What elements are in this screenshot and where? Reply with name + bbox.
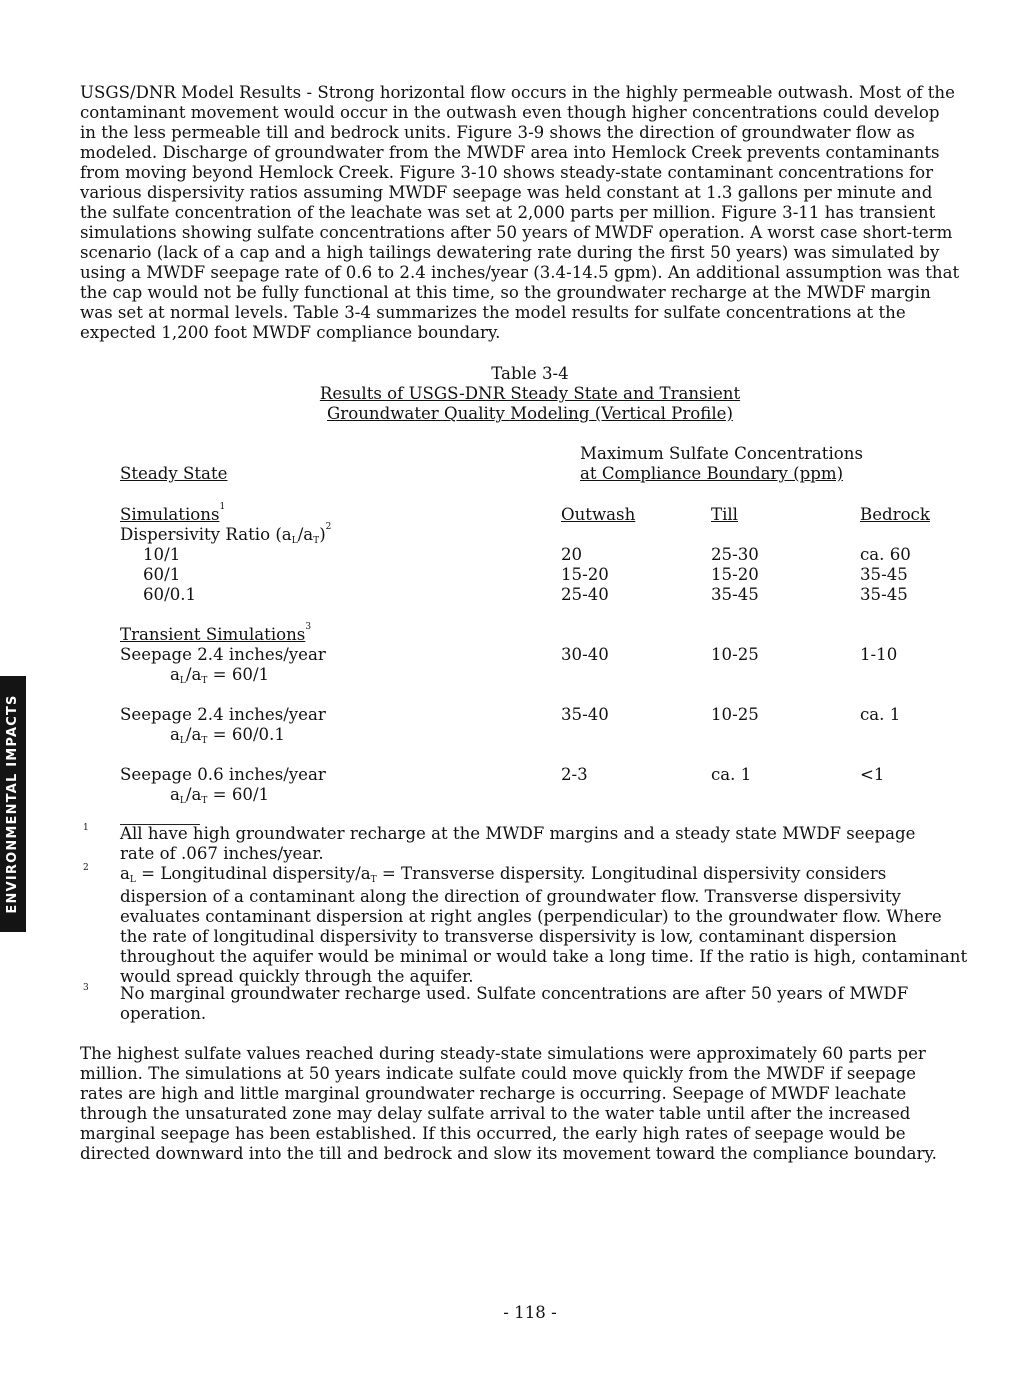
table-number: Table 3-4 [491, 364, 569, 383]
footnote-3: No marginal groundwater recharge used. Sulfate concentrations are after 50 years of MWDF operation. [120, 984, 909, 1023]
cell-outwash: 20 [561, 545, 583, 564]
cell-bedrock: 1-10 [860, 645, 898, 664]
cell-till: ca. 1 [711, 765, 752, 784]
max-header-line1: Maximum Sulfate Concentrations [580, 444, 863, 463]
max-header-line2: at Compliance Boundary (ppm) [580, 464, 844, 483]
intro-paragraph: USGS/DNR Model Results - Strong horizontal flow occurs in the highly permeable outwash. Most of the contaminant movement would occur in the outwash even though higher concentrations could develop in the less permeable till and bedrock units. Figure 3-9 shows the direction of groundwater flow as modeled. Discharge of groundwater from the MWDF area into Hemlock Creek prevents contaminants from moving beyond Hemlock Creek. Figure 3-10 shows steady-state contaminant concentrations for various dispersivity ratios assuming MWDF seepage was held constant at 1.3 gallons per minute and the sulfate concentration of the leachate was set at 2,000 parts per million. Figure 3-11 has transient simulations showing sulfate concentrations after 50 years of MWDF operation. A worst case short-term scenario (lack of a cap and a high tailings dewatering rate during the first 50 years) was simulated by using a MWDF seepage rate of 0.6 to 2.4 inches/year (3.4-14.5 gpm). An additional assumption was that the cap would not be fully functional at this time, so the groundwater recharge at the MWDF margin was set at normal levels. Table 3-4 summarizes the model results for sulfate concentrations at the expected 1,200 foot MWDF compliance boundary. [80, 83, 960, 342]
section-side-tab [0, 676, 26, 932]
column-header-till: Till [711, 505, 738, 524]
steady-row-label: 60/0.1 [143, 585, 197, 604]
transient-simulations-header: Transient Simulations$^3$ [120, 622, 312, 644]
transient-row-ratio: aL/aT = 60/1 [170, 665, 270, 686]
steady-state-label: Steady State [120, 464, 228, 483]
cell-bedrock: 35-45 [860, 585, 908, 604]
footnote-2: aL = Longitudinal dispersity/aT = Transverse dispersity. Longitudinal dispersivity considers dispersion of a contaminant along the direction of groundwater flow. Transverse dispersivity evaluates contaminant dispersion at right angles (perpendicular) to the groundwater flow. Where the rate of longitudinal dispersivity to transverse dispersivity is low, contaminant dispersion throughout the aquifer would be minimal or would take a long time. If the ratio is high, contaminant would spread quickly through the aquifer. [120, 864, 968, 986]
cell-outwash: 30-40 [561, 645, 609, 664]
cell-outwash: 25-40 [561, 585, 609, 604]
footnote-2-number: 2 [83, 863, 89, 873]
cell-bedrock: <1 [860, 765, 885, 784]
table-title-line1: Results of USGS-DNR Steady State and Transient [319, 384, 741, 403]
column-header-outwash: Outwash [561, 505, 636, 524]
transient-row-ratio: aL/aT = 60/0.1 [170, 725, 285, 746]
cell-outwash: 15-20 [561, 565, 609, 584]
cell-bedrock: 35-45 [860, 565, 908, 584]
footnote-3-number: 3 [83, 983, 89, 993]
cell-till: 15-20 [711, 565, 759, 584]
transient-row-ratio: aL/aT = 60/1 [170, 785, 270, 806]
transient-row-label: Seepage 2.4 inches/year [120, 705, 326, 724]
page-number: - 118 - [503, 1303, 557, 1322]
cell-till: 10-25 [711, 645, 759, 664]
cell-outwash: 2-3 [561, 765, 588, 784]
cell-till: 25-30 [711, 545, 759, 564]
transient-row-label: Seepage 2.4 inches/year [120, 645, 326, 664]
side-tab-label: ENVIRONMENTAL IMPACTS [5, 694, 20, 914]
table-title-line2: Groundwater Quality Modeling (Vertical Profile) [327, 404, 733, 423]
transient-row-label: Seepage 0.6 inches/year [120, 765, 326, 784]
closing-paragraph: The highest sulfate values reached during steady-state simulations were approximately 60 parts per million. The simulations at 50 years indicate sulfate could move quickly from the MWDF if seepage rates are high and little marginal groundwater recharge is occurring. Seepage of MWDF leachate through the unsaturated zone may delay sulfate arrival to the water table until after the increased marginal seepage has been established. If this occurred, the early high rates of seepage would be directed downward into the till and bedrock and slow its movement toward the compliance boundary. [80, 1044, 937, 1163]
cell-till: 10-25 [711, 705, 759, 724]
dispersivity-ratio-label: Dispersivity Ratio $(aL/aT)^2$ [120, 522, 332, 546]
steady-row-label: 60/1 [143, 565, 181, 584]
cell-bedrock: ca. 60 [860, 545, 911, 564]
column-header-bedrock: Bedrock [860, 505, 930, 524]
simulations-header: Simulations$^1$ [120, 502, 226, 524]
steady-row-label: 10/1 [143, 545, 181, 564]
cell-till: 35-45 [711, 585, 759, 604]
cell-bedrock: ca. 1 [860, 705, 901, 724]
footnote-1: All have high groundwater recharge at the MWDF margins and a steady state MWDF seepage rate of .067 inches/year. [120, 824, 916, 863]
cell-outwash: 35-40 [561, 705, 609, 724]
footnote-1-number: 1 [83, 823, 89, 833]
